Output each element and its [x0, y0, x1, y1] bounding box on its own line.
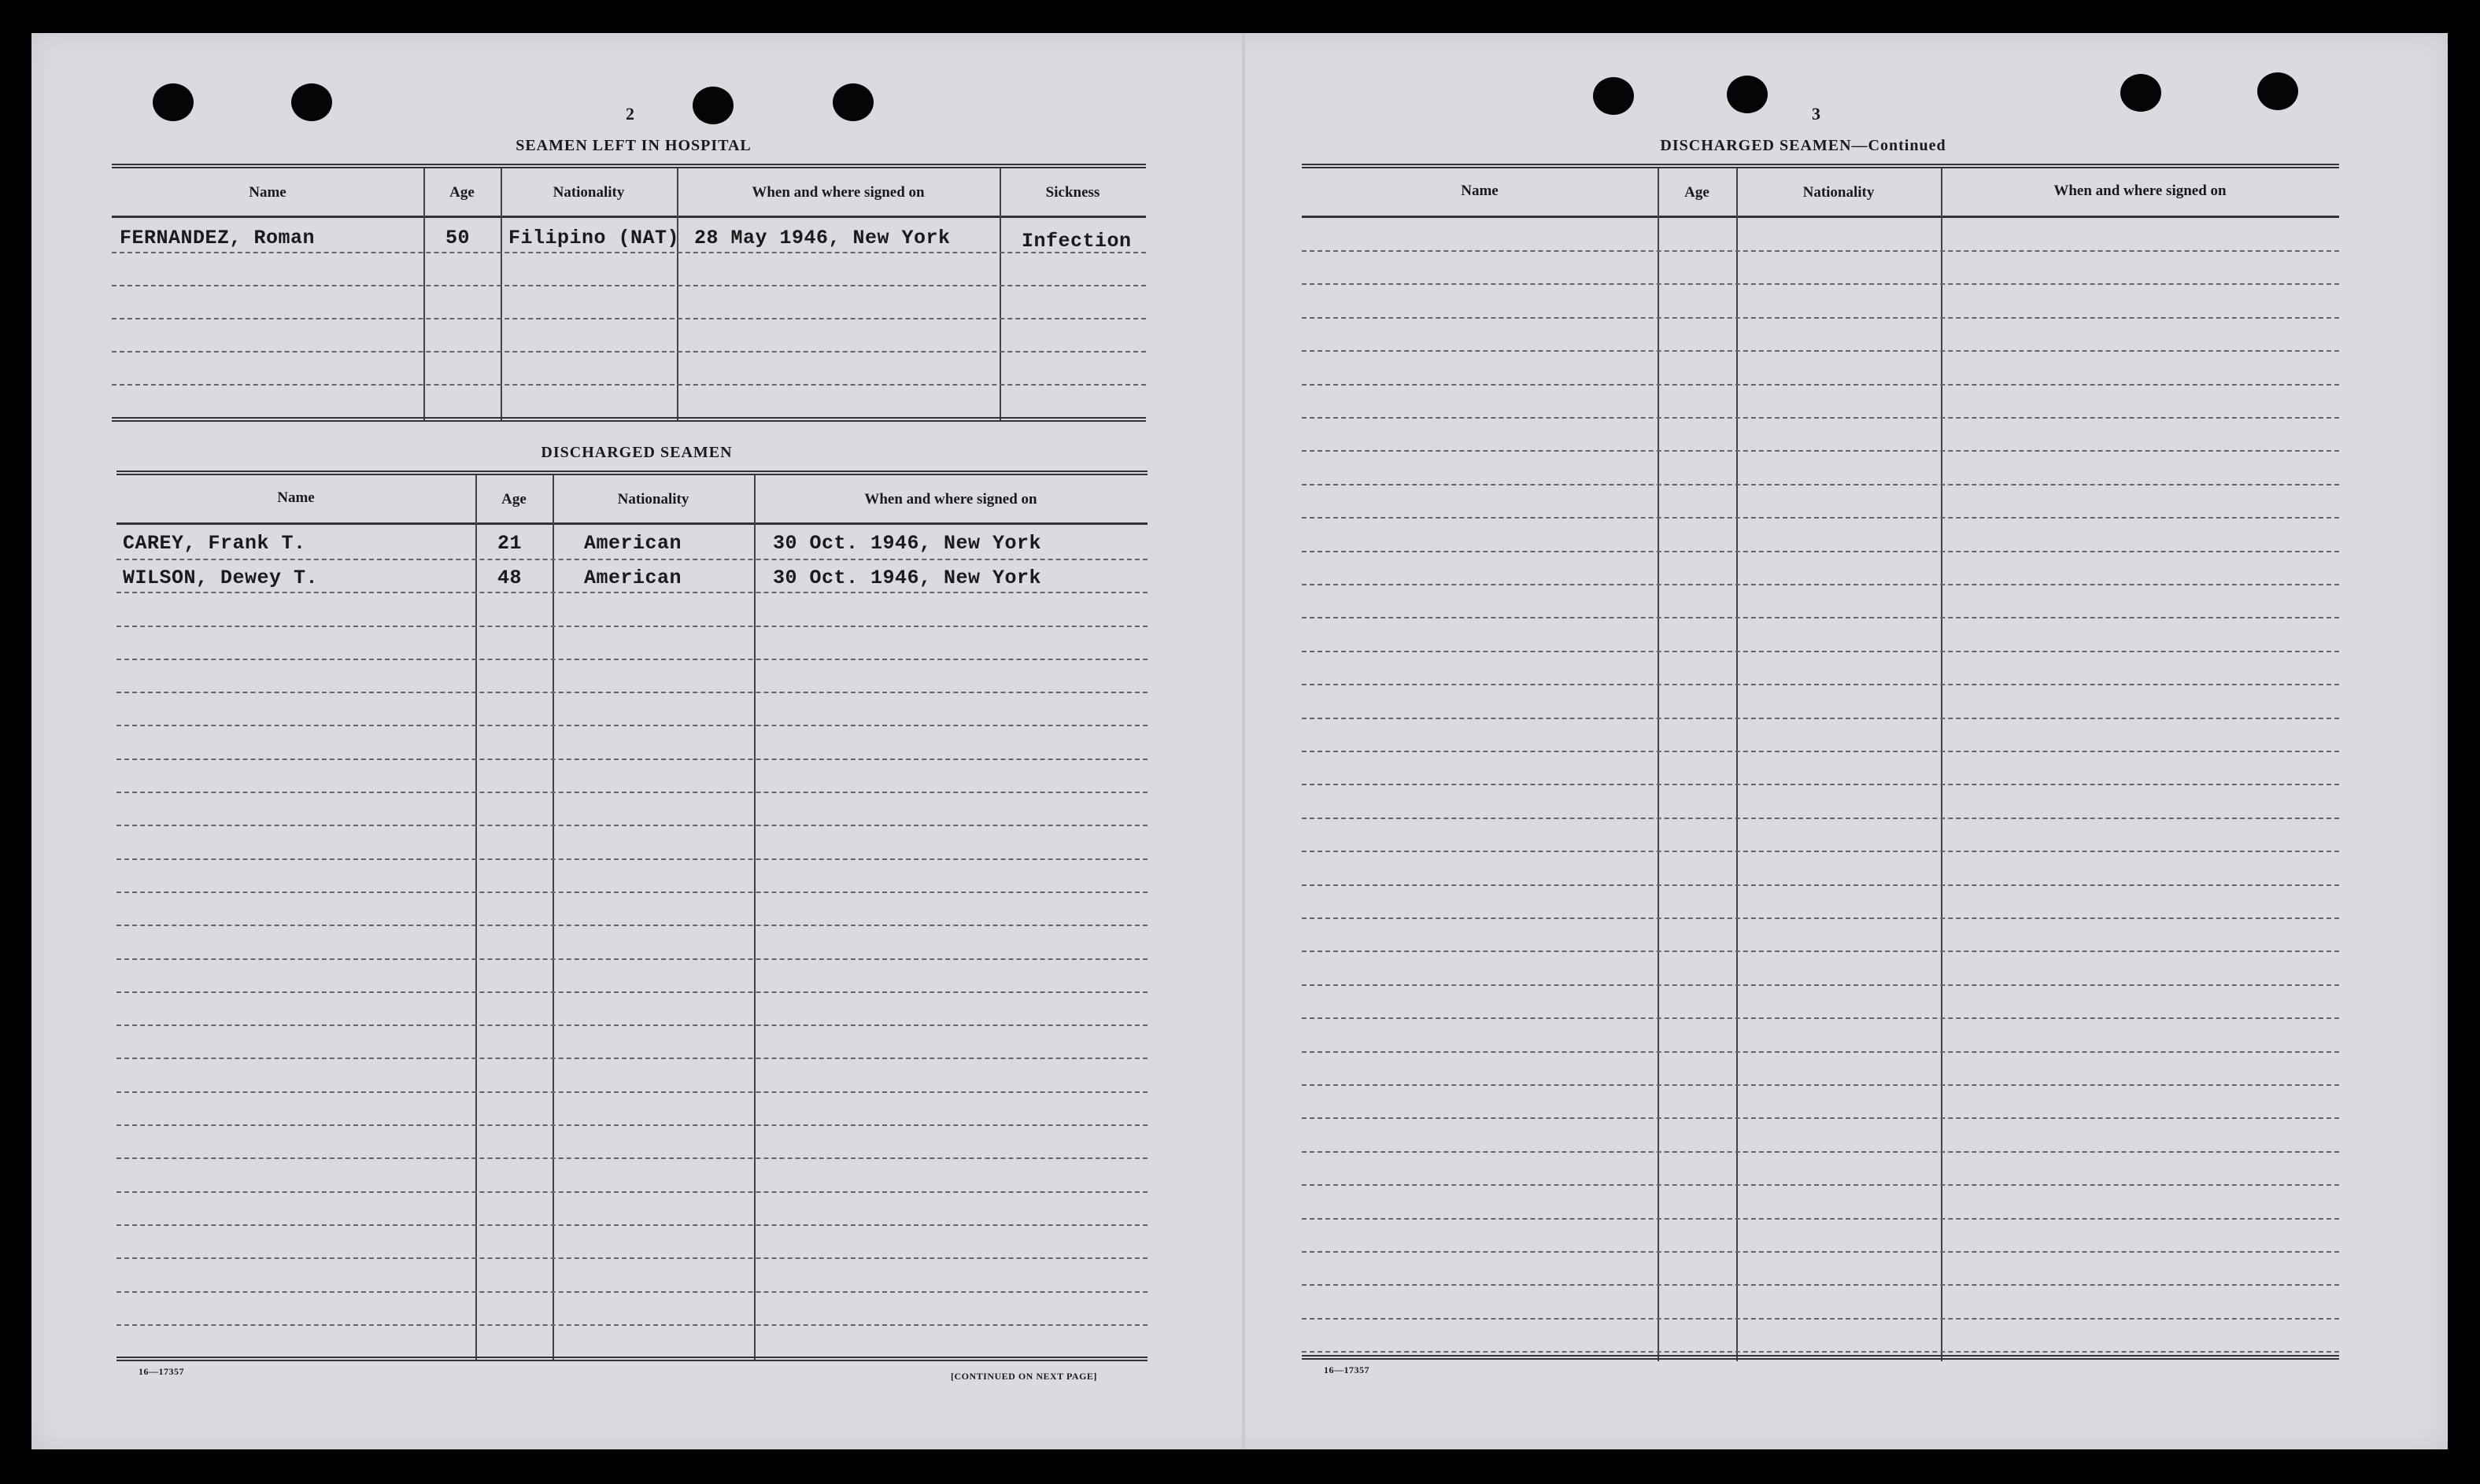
right-header-rule	[1302, 216, 2339, 218]
punch-hole	[2257, 72, 2298, 110]
discharged-row-line	[116, 1024, 1148, 1026]
right-header-nationality: Nationality	[1802, 184, 1875, 201]
right-section-title: DISCHARGED SEAMEN—Continued	[1660, 137, 1946, 154]
discharged-header-age: Age	[501, 491, 527, 508]
punch-hole	[2120, 74, 2161, 112]
right-col-divider	[1658, 168, 1659, 1361]
discharged-header-rule	[116, 522, 1148, 525]
discharged-row-line	[116, 559, 1148, 560]
hospital-bottom-rule	[112, 417, 1146, 422]
discharged-col-divider	[553, 475, 554, 1361]
right-row-line	[1302, 917, 2339, 919]
right-row-line	[1302, 951, 2339, 952]
right-row-line	[1302, 350, 2339, 352]
discharged-row-line	[116, 626, 1148, 627]
hospital-row-line	[112, 318, 1146, 319]
right-row-line	[1302, 751, 2339, 752]
hospital-row-sickness: Infection	[1022, 230, 1132, 253]
punch-hole	[291, 83, 332, 121]
right-header-name: Name	[1461, 183, 1499, 199]
right-row-line	[1302, 684, 2339, 685]
punch-hole	[1593, 77, 1634, 115]
discharged-row-line	[116, 792, 1148, 793]
hospital-top-rule	[112, 164, 1146, 168]
right-row-line	[1302, 718, 2339, 719]
punch-hole	[1727, 76, 1768, 113]
discharged-header-name: Name	[277, 489, 315, 506]
discharged-row-line	[116, 592, 1148, 593]
right-row-line	[1302, 1117, 2339, 1119]
discharged-col-divider	[754, 475, 756, 1361]
hospital-header-sickness: Sickness	[1045, 184, 1100, 201]
hospital-header-age: Age	[449, 184, 475, 201]
right-row-line	[1302, 617, 2339, 618]
hospital-row-line	[112, 285, 1146, 286]
discharged-row-line	[116, 692, 1148, 693]
discharged-row-line	[116, 1257, 1148, 1259]
right-row-line	[1302, 1351, 2339, 1353]
right-row-line	[1302, 484, 2339, 485]
document-paper	[31, 33, 2448, 1449]
hospital-row-nationality: Filipino (NAT)	[508, 227, 680, 249]
right-row-line	[1302, 384, 2339, 386]
right-row-line	[1302, 1017, 2339, 1019]
discharged-row-nationality: American	[584, 567, 682, 589]
right-row-line	[1302, 1051, 2339, 1053]
discharged-row-line	[116, 1224, 1148, 1226]
punch-hole	[153, 83, 194, 121]
discharged-row-signed-on: 30 Oct. 1946, New York	[773, 532, 1042, 555]
right-row-line	[1302, 1318, 2339, 1320]
page-number-right: 3	[1812, 104, 1820, 124]
right-header-signed-on: When and where signed on	[2053, 183, 2227, 199]
discharged-row-signed-on: 30 Oct. 1946, New York	[773, 567, 1042, 589]
right-row-line	[1302, 1084, 2339, 1086]
hospital-row-line	[112, 252, 1146, 253]
page-number-left: 2	[626, 104, 634, 124]
discharged-row-line	[116, 1191, 1148, 1193]
discharged-row-line	[116, 825, 1148, 826]
continued-note: [CONTINUED ON NEXT PAGE]	[951, 1371, 1097, 1382]
discharged-row-name: WILSON, Dewey T.	[123, 567, 319, 589]
right-row-line	[1302, 651, 2339, 652]
right-row-line	[1302, 283, 2339, 285]
right-row-line	[1302, 317, 2339, 319]
discharged-bottom-rule	[116, 1357, 1148, 1361]
punch-hole	[693, 87, 734, 124]
discharged-row-line	[116, 858, 1148, 860]
discharged-header-signed-on: When and where signed on	[864, 491, 1037, 508]
discharged-row-nationality: American	[584, 532, 682, 555]
right-row-line	[1302, 517, 2339, 519]
right-row-line	[1302, 1184, 2339, 1186]
discharged-row-age: 48	[497, 567, 523, 589]
right-row-line	[1302, 884, 2339, 886]
hospital-section-title: SEAMEN LEFT IN HOSPITAL	[516, 137, 752, 154]
discharged-header-nationality: Nationality	[617, 491, 689, 508]
right-row-line	[1302, 818, 2339, 819]
discharged-row-line	[116, 991, 1148, 993]
form-number-left: 16—17357	[139, 1366, 184, 1377]
hospital-header-rule	[112, 216, 1146, 218]
discharged-row-age: 21	[497, 532, 523, 555]
right-bottom-rule	[1302, 1355, 2339, 1360]
right-row-line	[1302, 1284, 2339, 1286]
page-fold	[1242, 33, 1245, 1449]
discharged-col-divider	[475, 475, 477, 1361]
right-row-line	[1302, 551, 2339, 552]
discharged-row-line	[116, 1324, 1148, 1326]
discharged-row-line	[116, 892, 1148, 893]
discharged-row-line	[116, 659, 1148, 660]
right-row-line	[1302, 1251, 2339, 1253]
right-header-age: Age	[1684, 184, 1709, 201]
discharged-row-line	[116, 1124, 1148, 1126]
right-row-line	[1302, 1151, 2339, 1153]
right-row-line	[1302, 250, 2339, 252]
discharged-row-line	[116, 725, 1148, 726]
right-row-line	[1302, 1218, 2339, 1220]
right-row-line	[1302, 984, 2339, 986]
right-top-rule	[1302, 164, 2339, 168]
right-row-line	[1302, 584, 2339, 585]
discharged-row-line	[116, 925, 1148, 926]
hospital-header-signed-on: When and where signed on	[752, 184, 925, 201]
discharged-row-line	[116, 759, 1148, 760]
discharged-row-line	[116, 958, 1148, 960]
discharged-row-line	[116, 1291, 1148, 1293]
form-number-right: 16—17357	[1324, 1364, 1369, 1375]
discharged-section-title: DISCHARGED SEAMEN	[541, 444, 733, 461]
hospital-row-line	[112, 384, 1146, 386]
hospital-header-name: Name	[249, 184, 286, 201]
punch-hole	[833, 83, 874, 121]
discharged-row-name: CAREY, Frank T.	[123, 532, 306, 555]
right-row-line	[1302, 784, 2339, 785]
hospital-row-line	[112, 351, 1146, 353]
discharged-row-line	[116, 1157, 1148, 1159]
hospital-row-age: 50	[445, 227, 471, 249]
right-row-line	[1302, 851, 2339, 852]
right-row-line	[1302, 450, 2339, 452]
discharged-top-rule	[116, 471, 1148, 475]
right-col-divider	[1736, 168, 1738, 1361]
hospital-row-signed-on: 28 May 1946, New York	[694, 227, 951, 249]
right-row-line	[1302, 417, 2339, 419]
hospital-row-name: FERNANDEZ, Roman	[120, 227, 316, 249]
hospital-header-nationality: Nationality	[553, 184, 625, 201]
discharged-row-line	[116, 1091, 1148, 1093]
discharged-row-line	[116, 1058, 1148, 1059]
right-col-divider	[1941, 168, 1942, 1361]
